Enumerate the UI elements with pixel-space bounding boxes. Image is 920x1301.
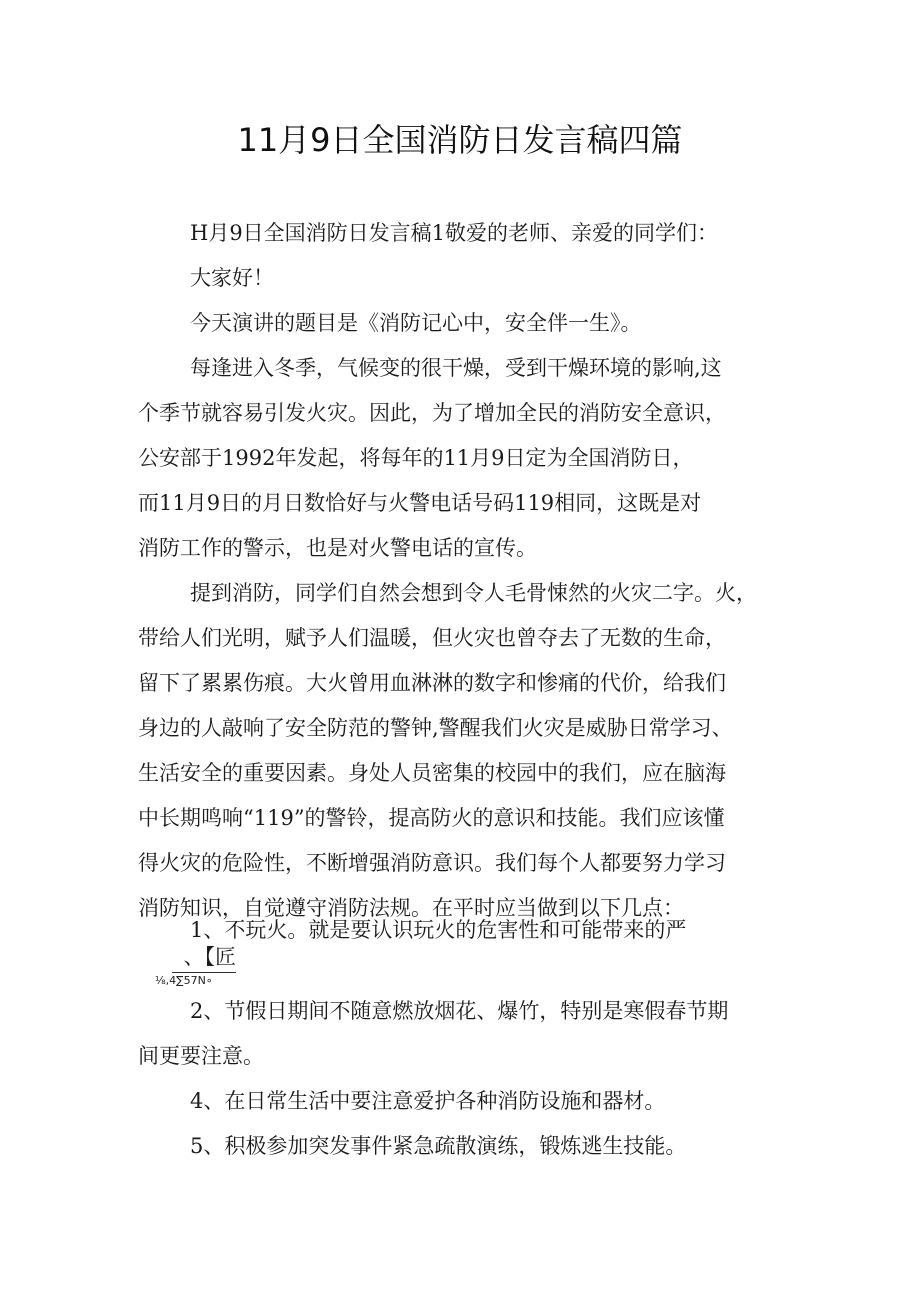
paragraph-line: 得火灾的危险性，不断增强消防意识。我们每个人都要努力学习 — [138, 851, 726, 875]
paragraph-line: 公安部于1992年发起，将每年的11月9日定为全国消防日， — [138, 446, 694, 470]
paragraph-line: 消防知识，自觉遵守消防法规。在平时应当做到以下几点： — [138, 896, 684, 920]
paragraph-line: 提到消防，同学们自然会想到令人毛骨悚然的火灾二字。火， — [190, 581, 757, 605]
paragraph-line: 个季节就容易引发火灾。因此，为了增加全民的消防安全意识， — [138, 401, 726, 425]
list-item-2: 2、节假日期间不随意燃放烟花、爆竹，特别是寒假春节期 — [190, 999, 729, 1023]
footnote-mark: ⅛,4∑57N∘ — [155, 974, 213, 987]
paragraph-line: 中长期鸣响“119”的警铃，提高防火的意识和技能。我们应该懂 — [138, 806, 725, 830]
list-item-1: 1、不玩火。就是要认识玩火的危害性和可能带来的严 — [190, 918, 687, 942]
paragraph-line: 间更要注意。 — [138, 1044, 264, 1068]
paragraph-line: 带给人们光明，赋予人们温暖，但火灾也曾夺去了无数的生命， — [138, 626, 726, 650]
paragraph-line: 生活安全的重要因素。身处人员密集的校园中的我们，应在脑海 — [138, 761, 726, 785]
paragraph-line: 今天演讲的题目是《消防记心中，安全伴一生》。 — [190, 311, 642, 335]
paragraph-line: 身边的人敲响了安全防范的警钟,警醒我们火灾是威胁日常学习、 — [138, 716, 733, 740]
paragraph-line: H月9日全国消防日发言稿1敬爱的老师、亲爱的同学们： — [190, 221, 719, 245]
paragraph-line: 消防工作的警示，也是对火警电话的宣传。 — [138, 536, 537, 560]
list-item-5: 5、积极参加突发事件紧急疏散演练，锻炼逃生技能。 — [190, 1134, 687, 1158]
document-title: 11月9日全国消防日发言稿四篇 — [237, 121, 683, 159]
paragraph-line: 留下了累累伤痕。大火曾用血淋淋的数字和惨痛的代价，给我们 — [138, 671, 726, 695]
list-item-4: 4、在日常生活中要注意爱护各种消防设施和器材。 — [190, 1089, 666, 1113]
paragraph-line: 大家好！ — [190, 266, 274, 290]
paragraph-line: 每逢进入冬季，气候变的很干燥，受到干燥环境的影响,这 — [190, 356, 722, 380]
underlined-fragment: 、【匠 — [172, 944, 236, 973]
paragraph-line: 而11月9日的月日数恰好与火警电话号码119相同，这既是对 — [138, 491, 702, 515]
